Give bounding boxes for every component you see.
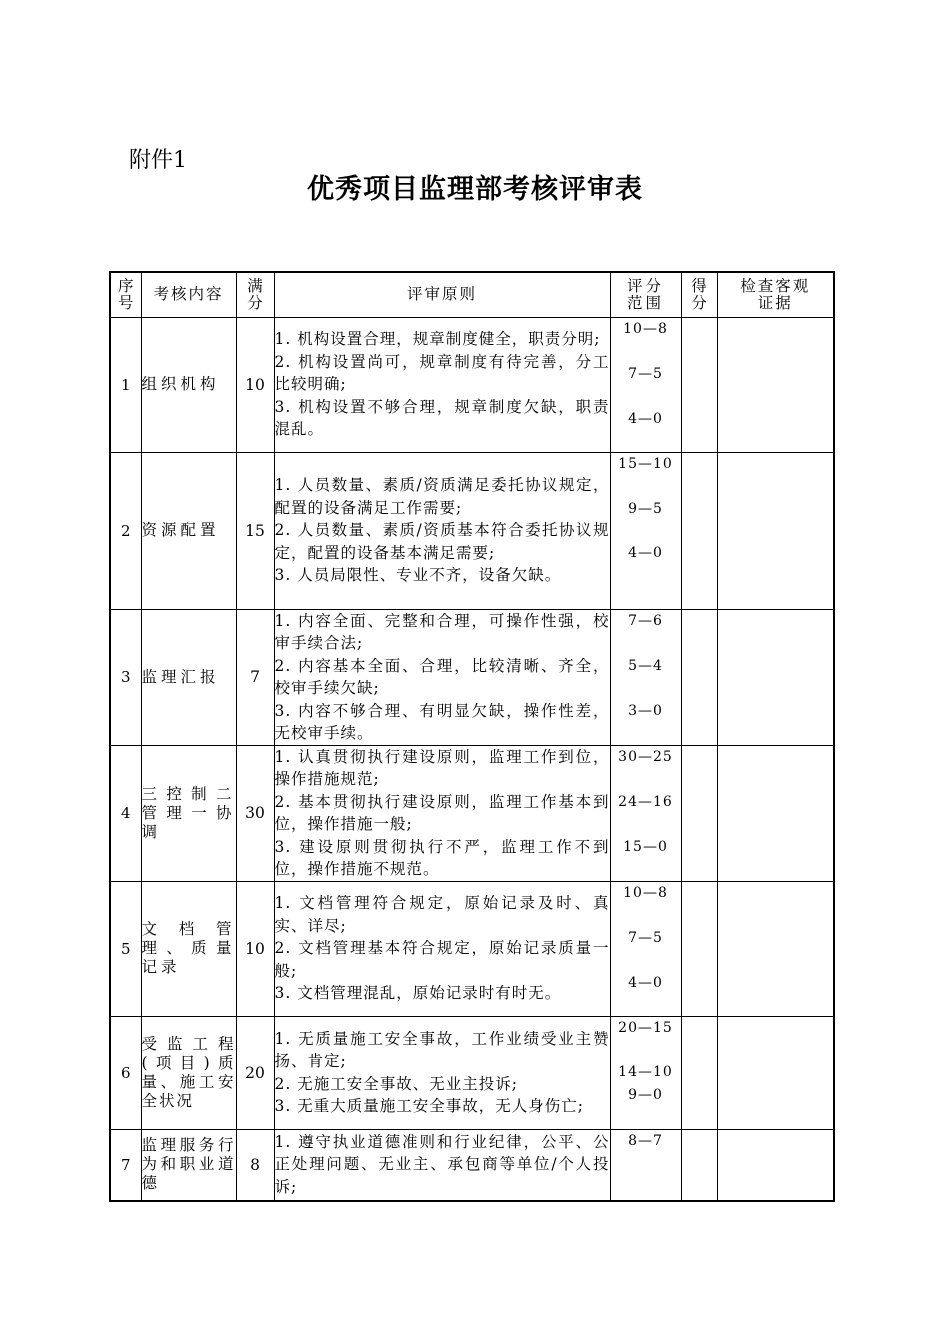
range-item: 9—0 (628, 1086, 663, 1103)
table-row (110, 881, 834, 1016)
range-item: 15—0 (623, 839, 668, 855)
range-item: 30—25 (618, 749, 673, 765)
criteria-item: 3. 内容不够合理、有明显欠缺，操作性差，无校审手续。 (274, 701, 610, 742)
header-content: 考核内容 (141, 272, 236, 317)
range-item: 15—10 (618, 455, 673, 472)
header-range: 评分范围 (610, 272, 681, 317)
row-criteria (274, 317, 610, 452)
header-criteria: 评审原则 (274, 272, 610, 317)
row-criteria (274, 609, 610, 745)
range-item: 4—0 (628, 974, 663, 991)
row-seq: 1 (110, 317, 141, 452)
row-score-cell (681, 881, 717, 1016)
range-item: 4—0 (628, 410, 663, 427)
row-score-cell (681, 452, 717, 609)
row-criteria (274, 452, 610, 609)
criteria-item: 2. 基本贯彻执行建设原则，监理工作基本到位，操作措施一般; (274, 792, 610, 833)
row-full-score: 10 (236, 881, 274, 1016)
table-row (110, 317, 834, 452)
row-content-text: 受监工程(项目)质量、施工安全状况 (141, 1034, 236, 1110)
row-content (141, 1129, 236, 1201)
row-evidence-cell (717, 1129, 834, 1201)
criteria-item: 1. 遵守执业道德准则和行业纪律，公平、公正处理问题、无业主、承包商等单位/个人投诉; (274, 1132, 610, 1196)
table-row (110, 452, 834, 609)
range-item: 5—4 (628, 658, 663, 674)
row-range (610, 452, 681, 609)
row-seq: 6 (110, 1016, 141, 1129)
row-criteria (274, 1129, 610, 1201)
row-content-text: 资源配置 (141, 521, 220, 539)
criteria-item: 3. 机构设置不够合理，规章制度欠缺，职责混乱。 (274, 397, 610, 439)
row-score-cell (681, 609, 717, 745)
criteria-item: 2. 机构设置尚可，规章制度有待完善，分工比较明确; (274, 352, 610, 394)
header-full-score: 满分 (236, 272, 274, 317)
row-content-text: 文档管理、质量记录 (141, 920, 236, 976)
row-seq: 4 (110, 745, 141, 881)
row-seq: 3 (110, 609, 141, 745)
row-content-text: 三控制二管理一协调 (141, 784, 236, 841)
criteria-item: 3. 人员局限性、专业不齐，设备欠缺。 (274, 566, 562, 585)
row-evidence-cell (717, 452, 834, 609)
row-content (141, 881, 236, 1016)
table-row (110, 1129, 834, 1201)
criteria-item: 1. 人员数量、素质/资质满足委托协议规定，配置的设备满足工作需要; (274, 476, 610, 517)
criteria-item: 2. 无施工安全事故、无业主投诉; (274, 1074, 518, 1093)
row-score-cell (681, 745, 717, 881)
criteria-item: 2. 文档管理基本符合规定，原始记录质量一般; (274, 939, 610, 980)
table-row (110, 609, 834, 745)
row-content (141, 317, 236, 452)
range-item: 10—8 (623, 320, 668, 337)
row-criteria (274, 881, 610, 1016)
row-full-score: 10 (236, 317, 274, 452)
criteria-item: 1. 无质量施工安全事故，工作业绩受业主赞扬、肯定; (274, 1029, 610, 1070)
row-content-text: 监理汇报 (141, 667, 220, 686)
range-item: 8—7 (628, 1132, 663, 1149)
criteria-item: 2. 内容基本全面、合理，比较清晰、齐全，校审手续欠缺; (274, 656, 610, 697)
header-row (110, 272, 834, 317)
row-full-score: 7 (236, 609, 274, 745)
table-row (110, 745, 834, 881)
range-item: 14—10 (618, 1063, 673, 1080)
range-item: 20—15 (618, 1019, 673, 1036)
criteria-item: 1. 认真贯彻执行建设原则，监理工作到位，操作措施规范; (274, 747, 610, 788)
range-item: 7—6 (628, 613, 663, 629)
row-evidence-cell (717, 745, 834, 881)
row-full-score: 8 (236, 1129, 274, 1201)
row-range (610, 1016, 681, 1129)
row-score-cell (681, 1129, 717, 1201)
range-item: 7—5 (628, 365, 663, 382)
criteria-item: 1. 文档管理符合规定，原始记录及时、真实、详尽; (274, 894, 610, 935)
criteria-item: 3. 建设原则贯彻执行不严，监理工作不到位，操作措施不规范。 (274, 837, 610, 878)
range-item: 10—8 (623, 884, 668, 901)
row-evidence-cell (717, 317, 834, 452)
row-content (141, 745, 236, 881)
row-full-score: 20 (236, 1016, 274, 1129)
header-seq: 序号 (110, 272, 141, 317)
row-criteria (274, 745, 610, 881)
criteria-item: 2. 人员数量、素质/资质基本符合委托协议规定，配置的设备基本满足需要; (274, 521, 610, 562)
row-score-cell (681, 317, 717, 452)
row-seq: 7 (110, 1129, 141, 1201)
attachment-label: 附件1 (129, 148, 187, 173)
row-range (610, 317, 681, 452)
row-criteria (274, 1016, 610, 1129)
table-row (110, 1016, 834, 1129)
row-evidence-cell (717, 1016, 834, 1129)
range-item: 3—0 (628, 703, 663, 719)
row-content-text: 组织机构 (141, 375, 220, 393)
range-item: 9—5 (628, 500, 663, 517)
criteria-item: 3. 文档管理混乱，原始记录时有时无。 (274, 984, 562, 1003)
row-content-text: 监理服务行为和职业道德 (141, 1136, 236, 1192)
range-item: 7—5 (628, 929, 663, 946)
row-seq: 5 (110, 881, 141, 1016)
review-table (109, 271, 835, 1202)
row-content (141, 609, 236, 745)
page-title: 优秀项目监理部考核评审表 (307, 174, 643, 205)
row-range (610, 745, 681, 881)
header-evidence: 检查客观证据 (717, 272, 834, 317)
row-range (610, 881, 681, 1016)
row-score-cell (681, 1016, 717, 1129)
criteria-item: 1. 机构设置合理，规章制度健全，职责分明; (274, 330, 601, 349)
header-score: 得分 (681, 272, 717, 317)
row-full-score: 15 (236, 452, 274, 609)
criteria-item: 1. 内容全面、完整和合理，可操作性强，校审手续合法; (274, 611, 610, 652)
row-content (141, 452, 236, 609)
range-item: 4—0 (628, 544, 663, 561)
row-evidence-cell (717, 609, 834, 745)
row-range (610, 609, 681, 745)
row-content (141, 1016, 236, 1129)
criteria-item: 3. 无重大质量施工安全事故，无人身伤亡; (274, 1097, 584, 1115)
range-item: 24—16 (618, 794, 673, 810)
row-full-score: 30 (236, 745, 274, 881)
row-seq: 2 (110, 452, 141, 609)
row-range (610, 1129, 681, 1201)
row-evidence-cell (717, 881, 834, 1016)
